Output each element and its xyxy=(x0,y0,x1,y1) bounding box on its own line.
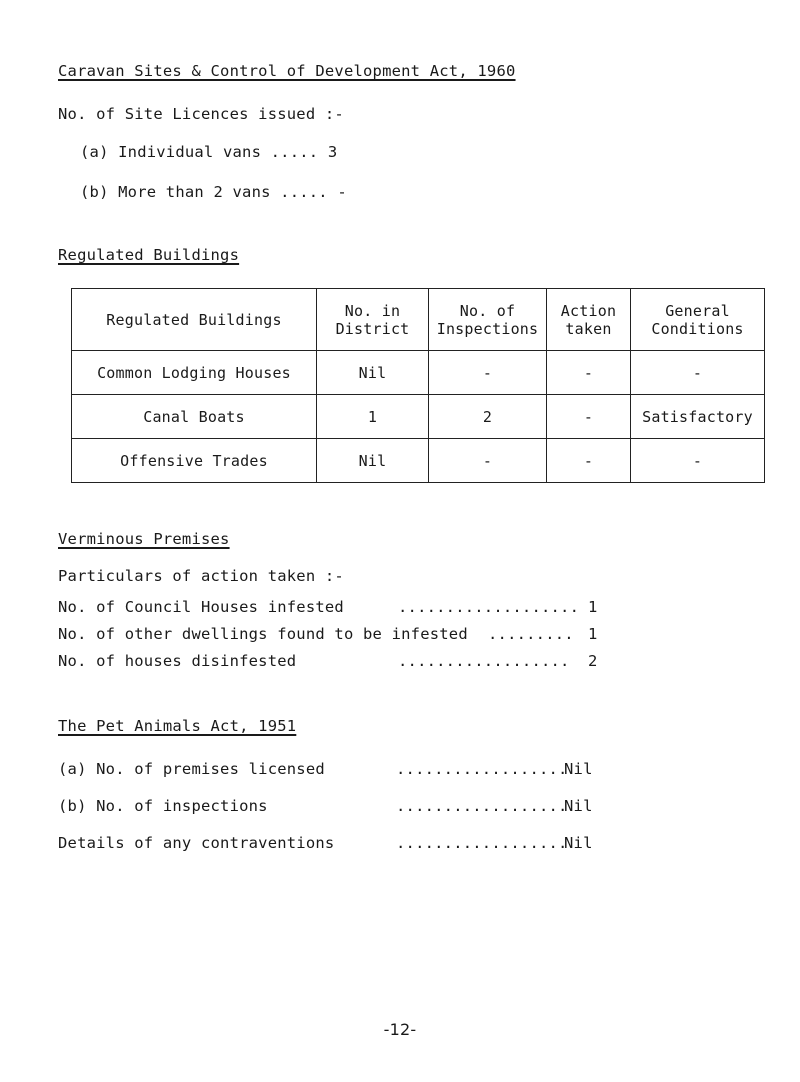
table-row xyxy=(72,351,765,395)
col-header-action-taken: Action taken xyxy=(547,289,631,351)
table-row xyxy=(72,439,765,483)
regulated-heading: Regulated Buildings xyxy=(58,246,240,264)
table-cell: - xyxy=(429,439,547,483)
verminous-heading: Verminous Premises xyxy=(58,530,230,548)
table-cell: - xyxy=(631,351,765,395)
col-header-general-conditions: General Conditions xyxy=(631,289,765,351)
table-cell: Nil xyxy=(317,351,429,395)
table-cell: - xyxy=(547,351,631,395)
pets-heading: The Pet Animals Act, 1951 xyxy=(58,717,297,735)
verminous-item-dots: ......... xyxy=(488,625,574,643)
table-cell: 2 xyxy=(429,395,547,439)
col-header-no-of-inspections: No. of Inspections xyxy=(429,289,547,351)
col-header-no-in-district: No. in District xyxy=(317,289,429,351)
verminous-item-value: 2 xyxy=(588,652,598,670)
caravan-heading: Caravan Sites & Control of Development Act, 1960 xyxy=(58,62,516,80)
table-cell: 1 xyxy=(317,395,429,439)
caravan-individual-vans: (a) Individual vans ..... 3 xyxy=(80,143,338,161)
pets-item-label: (a) No. of premises licensed xyxy=(58,760,325,778)
pets-item-dots: .................. xyxy=(396,760,568,778)
verminous-item-label: No. of Council Houses infested xyxy=(58,598,344,616)
pets-item-dots: .................. xyxy=(396,797,568,815)
table-cell: - xyxy=(547,439,631,483)
page-number: -12- xyxy=(383,1020,417,1039)
caravan-more-vans: (b) More than 2 vans ..... - xyxy=(80,183,347,201)
verminous-item-value: 1 xyxy=(588,598,598,616)
pets-item-dots: .................. xyxy=(396,834,568,852)
table-cell: Nil xyxy=(317,439,429,483)
pets-item-value: Nil xyxy=(564,797,593,815)
pets-item-label: (b) No. of inspections xyxy=(58,797,268,815)
table-header-row xyxy=(72,289,765,351)
table-cell: Offensive Trades xyxy=(72,439,317,483)
verminous-item-value: 1 xyxy=(588,625,598,643)
verminous-item-dots: .................. xyxy=(398,652,570,670)
verminous-item-label: No. of houses disinfested xyxy=(58,652,297,670)
regulated-buildings-table xyxy=(71,288,765,483)
caravan-licences-line: No. of Site Licences issued :- xyxy=(58,105,344,123)
verminous-intro: Particulars of action taken :- xyxy=(58,567,344,585)
pets-item-value: Nil xyxy=(564,834,593,852)
pets-item-value: Nil xyxy=(564,760,593,778)
table-cell: - xyxy=(547,395,631,439)
verminous-item-dots: ................... xyxy=(398,598,580,616)
table-cell: Common Lodging Houses xyxy=(72,351,317,395)
table-row xyxy=(72,395,765,439)
table-cell: - xyxy=(631,439,765,483)
verminous-item-label: No. of other dwellings found to be infested xyxy=(58,625,468,643)
col-header-regulated-buildings: Regulated Buildings xyxy=(72,289,317,351)
table-cell: Satisfactory xyxy=(631,395,765,439)
table-cell: Canal Boats xyxy=(72,395,317,439)
pets-item-label: Details of any contraventions xyxy=(58,834,335,852)
table-cell: - xyxy=(429,351,547,395)
